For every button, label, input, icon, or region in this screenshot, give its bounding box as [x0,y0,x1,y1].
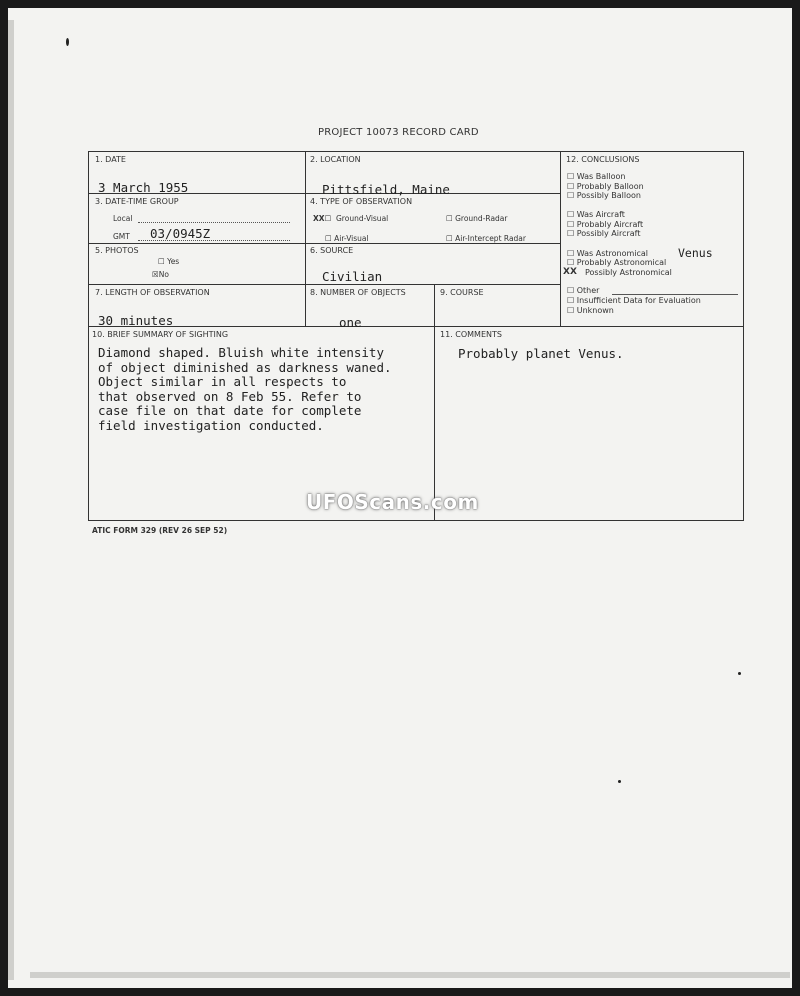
photos-label: 5. PHOTOS [95,246,139,255]
source-value: Civilian [322,269,383,284]
date-value: 3 March 1955 [98,180,189,195]
location-label: 2. LOCATION [310,155,361,164]
summary-line: Diamond shaped. Bluish white intensity [98,345,384,360]
summary-text [98,346,392,434]
gmt-value: 03/0945Z [150,226,211,241]
divider [434,284,435,521]
type-label: 4. TYPE OF OBSERVATION [310,197,413,206]
probably-astronomical: ☐ Probably Astronomical [567,258,667,267]
aircraft-options [567,210,643,239]
length-value: 30 minutes [98,313,174,328]
dtg-label: 3. DATE-TIME GROUP [95,197,179,206]
course-label: 9. COURSE [440,288,484,297]
other-option: ☐ Other [567,286,600,295]
local-line [138,222,290,223]
ground-visual-option: Ground-Visual [336,214,389,223]
divider [89,284,560,285]
possibly-aircraft: ☐ Possibly Aircraft [567,229,641,239]
gmt-line [138,240,290,241]
unknown-option: ☐ Unknown [567,306,614,315]
probably-aircraft: ☐ Probably Aircraft [567,219,644,229]
was-balloon: ☐ Was Balloon [567,172,626,181]
air-intercept-option: ☐ Air-Intercept Radar [446,234,526,243]
summary-label: 10. BRIEF SUMMARY OF SIGHTING [92,330,229,339]
photos-yes-option: ☐ Yes [158,257,180,266]
possibly-astronomical-mark: XX [563,267,577,277]
balloon-options [567,172,644,201]
photos-no-option: ☒No [152,270,169,279]
ground-visual-mark: XX☐ [313,214,332,223]
was-astronomical: ☐ Was Astronomical [567,249,649,258]
summary-line: that observed on 8 Feb 55. Refer to [98,388,362,404]
date-label: 1. DATE [95,155,126,164]
length-label: 7. LENGTH OF OBSERVATION [95,288,210,297]
venus-note: Venus [678,246,713,260]
conclusions-label: 12. CONCLUSIONS [566,155,640,164]
source-label: 6. SOURCE [310,246,354,255]
divider [89,326,744,327]
scan-speck [618,780,621,783]
summary-line: of object diminished as darkness waned. [98,359,392,375]
comments-value: Probably planet Venus. [458,346,624,361]
location-value: Pittsfield, Maine [322,182,450,197]
probably-balloon: ☐ Probably Balloon [567,181,644,191]
ground-radar-option: ☐ Ground-Radar [446,214,508,223]
summary-line: Object similar in all respects to [98,374,347,390]
local-label: Local [113,214,133,223]
scan-speck [66,38,69,46]
scan-speck [738,672,741,675]
summary-line: field investigation conducted. [98,417,324,433]
gmt-label: GMT [113,232,130,241]
comments-label: 11. COMMENTS [440,330,502,339]
watermark: UFOScans.com [306,490,479,514]
possibly-astronomical: Possibly Astronomical [585,268,672,277]
objects-value: one [339,315,362,330]
divider [560,152,561,327]
divider [89,243,560,244]
possibly-balloon: ☐ Possibly Balloon [567,191,641,201]
air-visual-option: ☐ Air-Visual [325,234,369,243]
was-aircraft: ☐ Was Aircraft [567,210,625,219]
objects-label: 8. NUMBER OF OBJECTS [310,288,406,297]
scan-edge-left [8,20,14,980]
other-line [612,294,738,295]
divider [305,152,306,327]
card-title: PROJECT 10073 RECORD CARD [318,127,479,138]
insufficient-data-option: ☐ Insufficient Data for Evaluation [567,296,701,305]
form-identifier: ATIC FORM 329 (REV 26 SEP 52) [92,526,228,535]
scan-edge-bottom [30,972,790,978]
summary-line: case file on that date for complete [98,403,362,419]
